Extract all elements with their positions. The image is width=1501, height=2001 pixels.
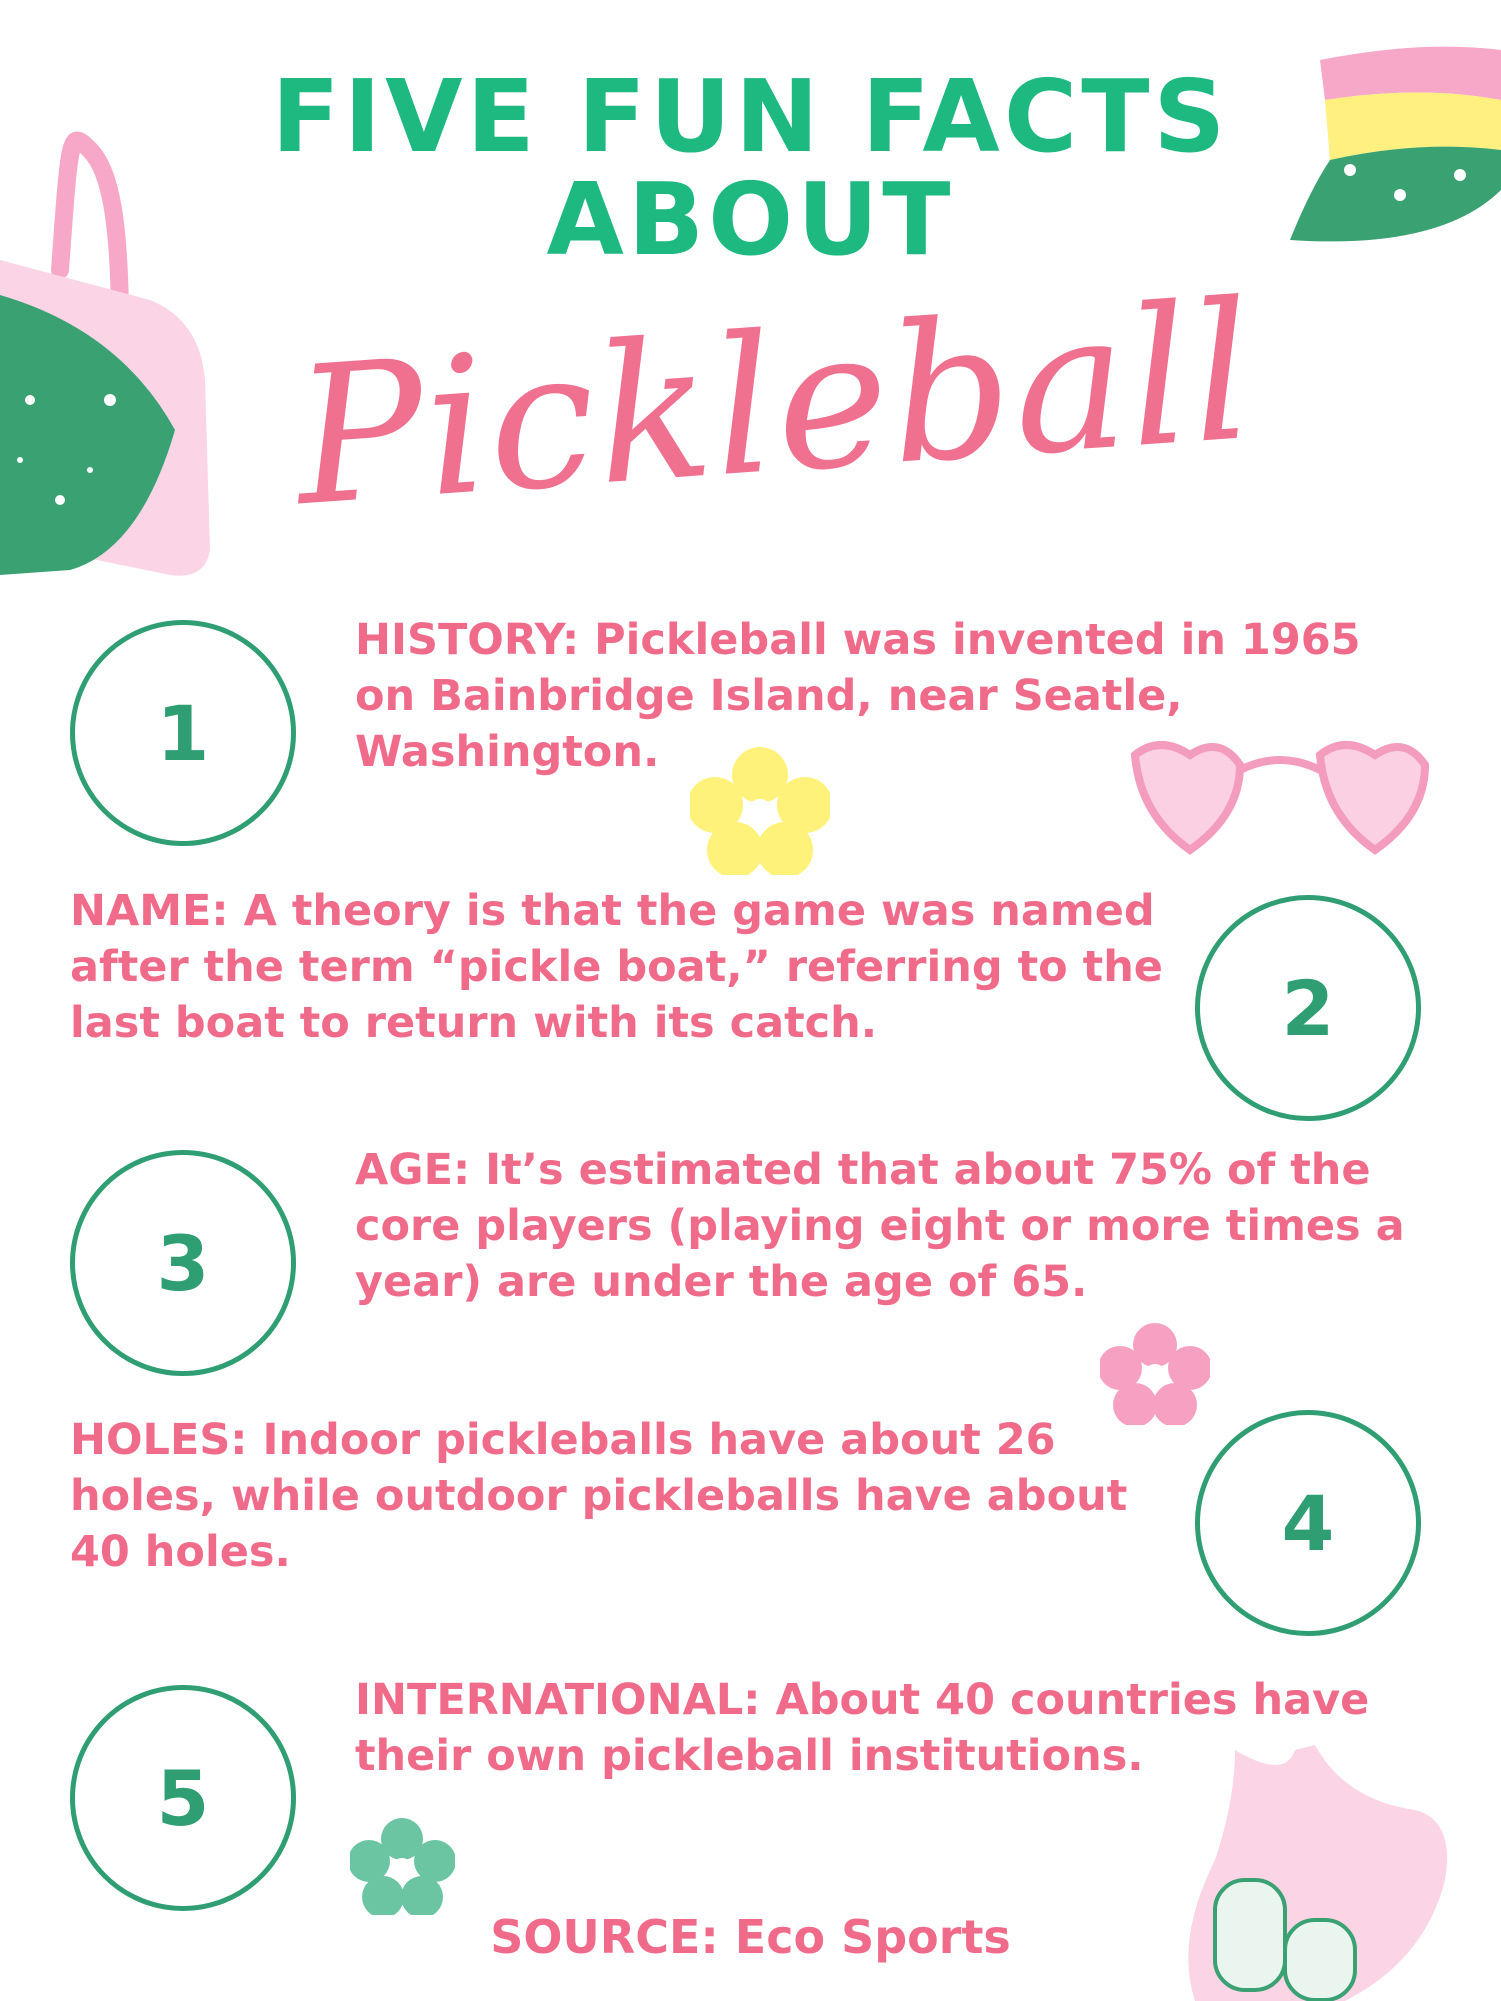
fact-number-circle [1195,1410,1421,1636]
fact-number-circle [70,620,296,846]
flower-icon [1100,1320,1210,1425]
fact-number-circle [1195,895,1421,1121]
fact-text: HISTORY: Pickleball was invented in 1965 on Bainbridge Island, near Seatle, Washington. [355,615,1361,777]
fact-number-circle [70,1685,296,1911]
fact-text: AGE: It’s estimated that about 75% of the core players (playing eight or more times a year) are under the age of 65. [355,1145,1405,1307]
fact-text: INTERNATIONAL: About 40 countries have their own pickleball institutions. [355,1675,1370,1781]
title-line-2: ABOUT [546,161,955,278]
fact-number: 2 [1281,963,1335,1053]
fact-number: 3 [156,1218,210,1308]
source-credit: SOURCE: Eco Sports [490,1910,1011,1964]
fact-number: 4 [1281,1478,1335,1568]
fact-number-circle [70,1150,296,1376]
fact-text: HOLES: Indoor pickleballs have about 26 holes, while outdoor pickleballs have about 40 holes. [70,1415,1128,1577]
script-title: Pickleball [288,260,1262,549]
fact-text: NAME: A theory is that the game was named after the term “pickle boat,” referring to the last boat to return with its catch. [70,886,1163,1048]
title-line-1: FIVE FUN FACTS [271,58,1230,175]
fact-number: 1 [156,688,210,778]
fact-number: 5 [156,1753,210,1843]
flower-icon [350,1815,455,1915]
